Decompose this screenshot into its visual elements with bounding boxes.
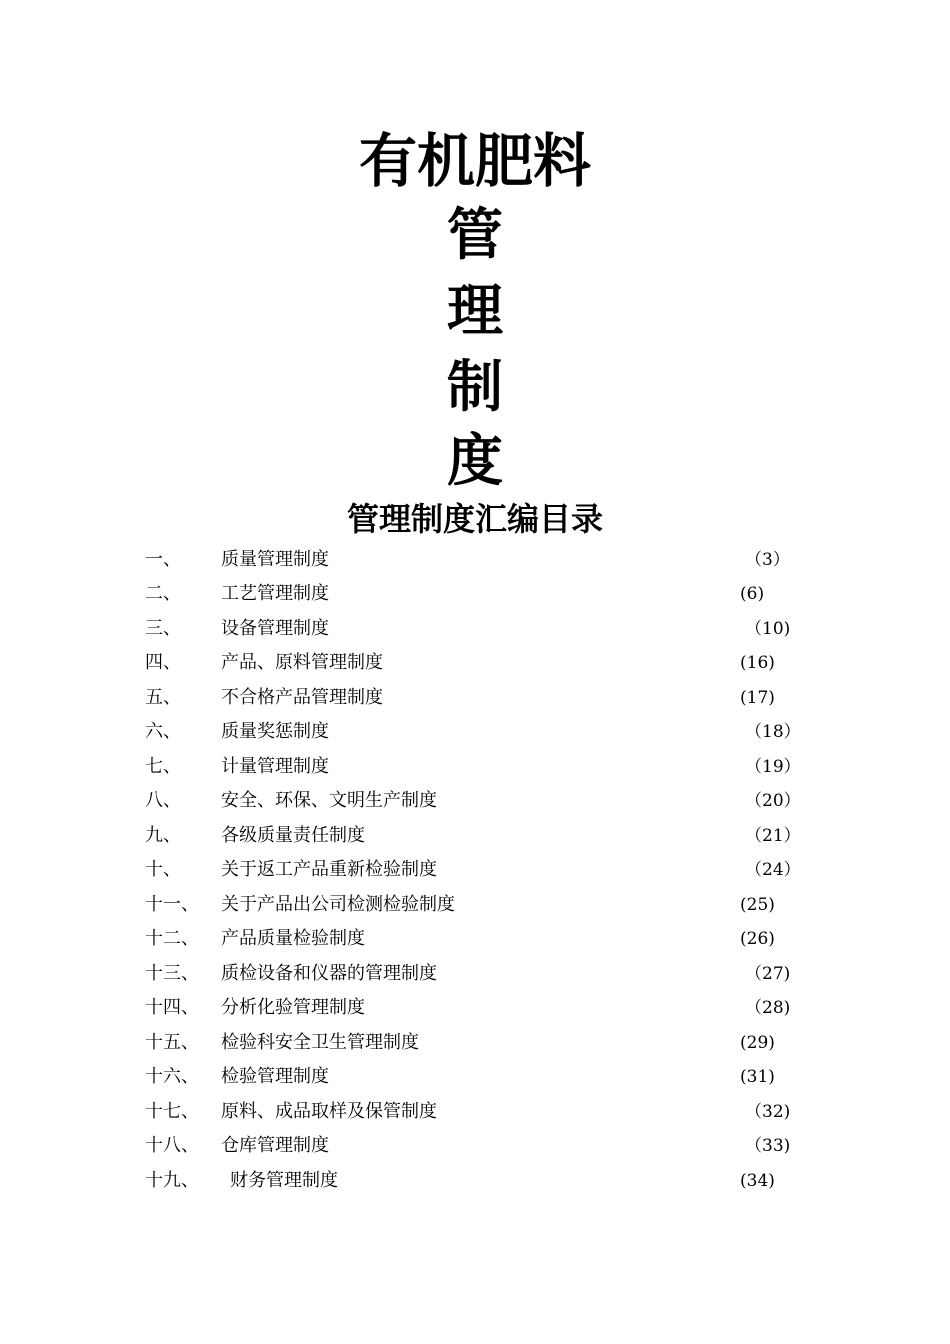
toc-entry xyxy=(0,1063,950,1091)
toc-entry-title: 质量奖惩制度 xyxy=(221,721,329,742)
toc-entry-page: （19） xyxy=(745,757,801,777)
toc-entry-title: 检验科安全卫生管理制度 xyxy=(221,1032,419,1053)
toc-entry-page: （10) xyxy=(745,619,791,639)
toc-entry-number: 二、 xyxy=(145,583,181,604)
toc-entry-number: 十七、 xyxy=(145,1101,199,1122)
toc-entry-number: 六、 xyxy=(145,721,181,742)
toc-entry-page: (29) xyxy=(740,1033,775,1053)
toc-entry-number: 十九、 xyxy=(145,1170,199,1191)
toc-entry-page: (17) xyxy=(740,688,775,708)
toc-entry-page: (34) xyxy=(740,1171,775,1191)
toc-heading: 管理制度汇编目录 xyxy=(346,500,603,538)
toc-entry-page: （3） xyxy=(745,550,790,570)
toc-entry-title: 产品质量检验制度 xyxy=(221,928,365,949)
toc-entry-page: (31) xyxy=(740,1067,775,1087)
toc-entry xyxy=(0,546,950,574)
toc-entry-title: 产品、原料管理制度 xyxy=(221,652,383,673)
toc-entry-title: 设备管理制度 xyxy=(221,618,329,639)
toc-entry xyxy=(0,649,950,677)
toc-entry-title: 安全、环保、文明生产制度 xyxy=(221,790,437,811)
toc-entry xyxy=(0,1098,950,1126)
toc-entry xyxy=(0,960,950,988)
toc-entry-number: 十一、 xyxy=(145,894,199,915)
toc-entry-number: 十二、 xyxy=(145,928,199,949)
document-title-line: 管 xyxy=(447,203,503,268)
toc-entry-number: 十四、 xyxy=(145,997,199,1018)
toc-entry xyxy=(0,822,950,850)
toc-entry-number: 一、 xyxy=(145,549,181,570)
toc-entry-title: 检验管理制度 xyxy=(221,1066,329,1087)
toc-entry-page: （20） xyxy=(745,791,801,811)
toc-entry-number: 八、 xyxy=(145,790,181,811)
toc-entry xyxy=(0,891,950,919)
toc-entry-number: 十三、 xyxy=(145,963,199,984)
toc-entry-title: 仓库管理制度 xyxy=(221,1135,329,1156)
toc-entry-number: 十八、 xyxy=(145,1135,199,1156)
toc-entry-title: 不合格产品管理制度 xyxy=(221,687,383,708)
toc-entry xyxy=(0,1029,950,1057)
toc-entry-title: 计量管理制度 xyxy=(221,756,329,777)
toc-entry-page: （33) xyxy=(745,1136,791,1156)
toc-entry-page: （28) xyxy=(745,998,791,1018)
toc-entry-page: （24） xyxy=(745,860,801,880)
toc-entry-title: 质检设备和仪器的管理制度 xyxy=(221,963,437,984)
toc-entry-title: 分析化验管理制度 xyxy=(221,997,365,1018)
toc-entry xyxy=(0,580,950,608)
document-title-line: 理 xyxy=(447,279,503,344)
toc-entry-page: (6) xyxy=(740,584,765,604)
toc-entry-number: 四、 xyxy=(145,652,181,673)
toc-entry-number: 十、 xyxy=(145,859,181,880)
toc-entry-title: 关于产品出公司检测检验制度 xyxy=(221,894,455,915)
document-title-line: 制 xyxy=(447,355,503,420)
document-title-line: 有机肥料 xyxy=(358,127,591,195)
toc-entry xyxy=(0,856,950,884)
toc-entry-title: 各级质量责任制度 xyxy=(221,825,365,846)
toc-entry xyxy=(0,1167,950,1195)
toc-entry-number: 十六、 xyxy=(145,1066,199,1087)
toc-entry xyxy=(0,1132,950,1160)
toc-entry xyxy=(0,753,950,781)
toc-entry-number: 十五、 xyxy=(145,1032,199,1053)
toc-entry-page: (25) xyxy=(740,895,775,915)
toc-entry xyxy=(0,615,950,643)
toc-entry-number: 三、 xyxy=(145,618,181,639)
toc-entry-page: （32) xyxy=(745,1102,791,1122)
toc-entry-number: 七、 xyxy=(145,756,181,777)
toc-entry-page: (26) xyxy=(740,929,775,949)
toc-entry xyxy=(0,684,950,712)
toc-entry xyxy=(0,787,950,815)
toc-entry-page: （21） xyxy=(745,826,801,846)
document-title-line: 度 xyxy=(447,429,503,494)
toc-entry-title: 关于返工产品重新检验制度 xyxy=(221,859,437,880)
toc-entry-title: 工艺管理制度 xyxy=(221,583,329,604)
toc-entry-title: 原料、成品取样及保管制度 xyxy=(221,1101,437,1122)
toc-entry-number: 九、 xyxy=(145,825,181,846)
toc-entry-title: 质量管理制度 xyxy=(221,549,329,570)
toc-entry-page: (16) xyxy=(740,653,775,673)
toc-entry-page: （27) xyxy=(745,964,791,984)
toc-entry-page: （18） xyxy=(745,722,801,742)
toc-entry xyxy=(0,925,950,953)
toc-entry xyxy=(0,994,950,1022)
toc-entry-number: 五、 xyxy=(145,687,181,708)
toc-entry xyxy=(0,718,950,746)
toc-entry-title: 财务管理制度 xyxy=(230,1170,338,1191)
